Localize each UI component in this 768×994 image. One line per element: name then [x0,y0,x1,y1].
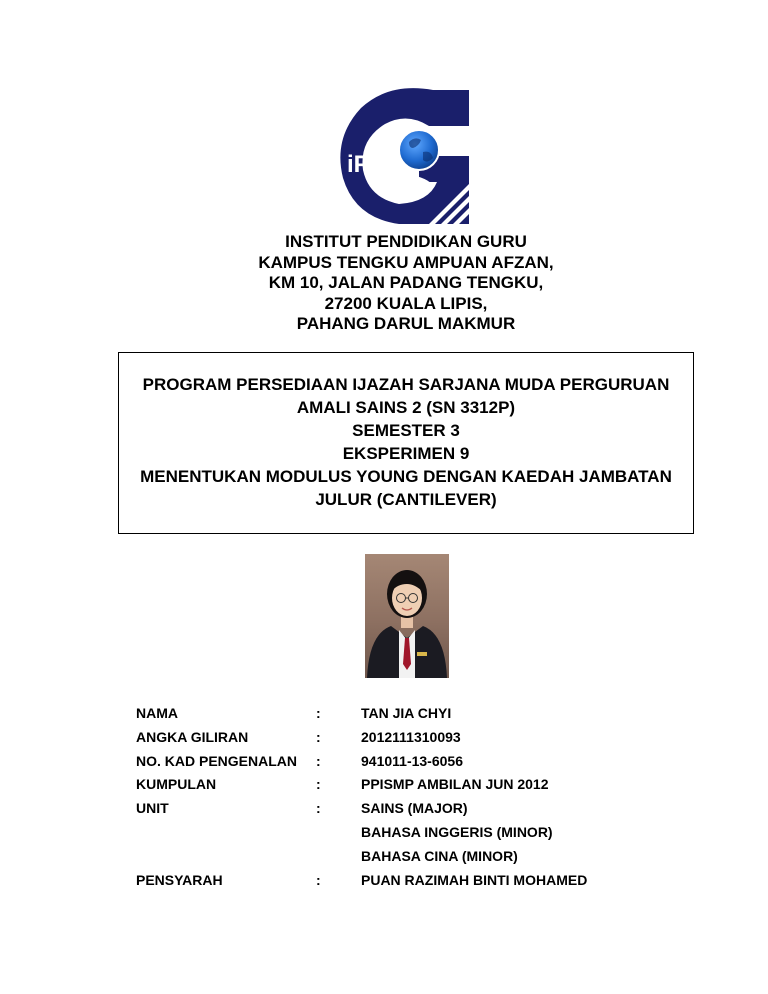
info-value: SAINS (MAJOR) [361,800,468,817]
address-line: KM 10, JALAN PADANG TENGKU, [268,273,544,292]
program-box [118,352,694,534]
info-label: KUMPULAN [136,776,217,793]
address-line: INSTITUT PENDIDIKAN GURU [285,232,527,251]
address-line: 27200 KUALA LIPIS, [324,293,488,313]
student-info [136,705,656,895]
info-colon: : [316,752,321,769]
info-colon: : [316,871,321,888]
institution-address [0,232,768,335]
portrait-graphic [365,554,449,678]
info-row-kad-pengenalan [136,753,656,777]
info-value: PPISMP AMBILAN JUN 2012 [361,776,549,793]
ipg-logo [337,86,473,224]
info-colon: : [316,776,321,793]
info-colon: : [316,800,321,817]
info-label: UNIT [136,800,169,817]
program-line: PROGRAM PERSEDIAAN IJAZAH SARJANA MUDA PERGURUAN [142,375,670,394]
program-line: SEMESTER 3 [352,421,460,440]
info-value: TAN JIA CHYI [361,705,452,721]
program-line: MENENTUKAN MODULUS YOUNG DENGAN KAEDAH JAMBATAN [140,467,672,486]
info-row-pensyarah [136,872,656,896]
program-line: AMALI SAINS 2 (SN 3312P) [296,398,516,417]
info-value: PUAN RAZIMAH BINTI MOHAMED [361,871,588,888]
program-line: EKSPERIMEN 9 [342,444,470,463]
address-line: PAHANG DARUL MAKMUR [296,314,516,333]
info-row-unit-minor-1 [136,824,656,848]
info-row-nama [136,705,656,729]
info-row-angka-giliran [136,729,656,753]
program-line: JULUR (CANTILEVER) [315,490,497,509]
info-value: 2012111310093 [361,728,461,745]
info-row-kumpulan [136,776,656,800]
info-label: NAMA [136,705,178,721]
info-row-unit [136,800,656,824]
info-colon: : [316,705,321,721]
info-label: NO. KAD PENGENALAN [136,752,298,769]
info-colon: : [316,728,321,745]
info-value: BAHASA CINA (MINOR) [361,847,518,864]
info-row-unit-minor-2 [136,848,656,872]
info-label: PENSYARAH [136,871,223,888]
logo-text: iPG [347,151,389,178]
info-label: ANGKA GILIRAN [136,728,249,745]
info-value: BAHASA INGGERIS (MINOR) [361,823,553,840]
student-photo [365,554,449,678]
info-value: 941011-13-6056 [361,752,463,769]
address-line: KAMPUS TENGKU AMPUAN AFZAN, [258,252,554,272]
